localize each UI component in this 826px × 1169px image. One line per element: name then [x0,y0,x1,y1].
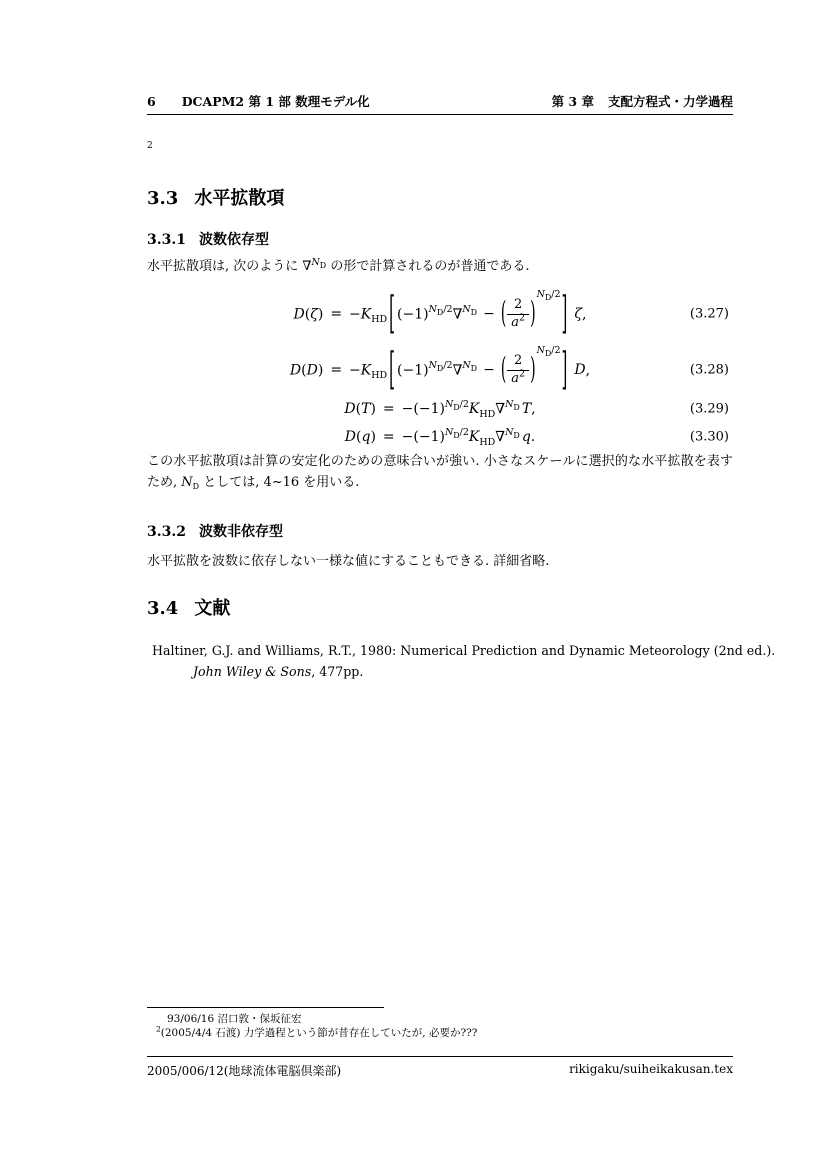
exponent: ND/2 [428,304,453,318]
paragraph-text: としては, 4~16 を用いる. [199,475,360,491]
nabla-symbol: ∇ [302,259,312,274]
equation-3-27 [147,286,733,342]
chapter-title: 支配方程式・力学過程 [607,94,733,109]
nabla-symbol: ∇ [495,401,506,417]
nabla-symbol: ∇ [452,362,463,378]
page-header [147,92,733,115]
left-paren: ( [500,296,507,332]
section-heading-3-3-2 [147,521,283,541]
script-D: D [293,306,305,322]
paragraph-intro [147,256,733,277]
footer-right: rikigaku/suiheikakusan.tex [569,1062,733,1076]
exponent: ND/2 [444,399,469,413]
section-number: 3.3.2 [147,524,186,540]
paragraph-text: この水平拡散項は計算の安定化のための意味合いが強い. 小さなスケールに選択的な水平拡散を表すため, [147,454,733,491]
paragraph-text: 水平拡散項は, 次のように [147,259,303,274]
exponent: ND [505,427,520,441]
equation-math: $D(T) = -(-1)^{N_D/2}K_{HD}\nabla^{N_D}$ T, [344,399,536,420]
equation-math: $D(q) = -(-1)^{N_D/2}K_{HD}\nabla^{N_D}$ q. [344,427,536,448]
page-number: 6 [147,94,156,109]
exponent: ND/2 [428,360,453,374]
exponent: ND/2 [536,345,561,359]
header-right [552,92,733,110]
paragraph-uniform [147,551,733,572]
reference-pages: , 477pp. [311,664,364,680]
equation-3-30 [147,426,733,448]
exponent: ND [505,399,520,413]
section-heading-3-3 [147,184,284,210]
right-bracket: ] [561,286,568,339]
footnote-marker-2: 2 [147,141,153,151]
fraction: $\frac{2}{a^2}$ [507,298,529,331]
right-bracket: ] [561,342,568,395]
equation-math: $D(\zeta) = -K_{HD}$ [ $(-1)^{N_D/2}\nabla^{N_D}$ − ( $\frac{2}{a^2}$ )$^{N_D/2}$] ζ, [293,286,587,339]
left-bracket: [ [389,342,396,395]
page-footer [147,1062,733,1079]
equation-number: (3.29) [689,401,729,417]
header-left [147,92,370,110]
paragraph-text: の形で計算されるのが普通である. [326,259,530,274]
equation-number: (3.27) [689,306,729,322]
fraction: $\frac{2}{a^2}$ [507,354,529,387]
section-title: 波数非依存型 [198,524,283,540]
section-heading-3-4 [147,594,230,620]
exponent: ND [462,360,478,374]
section-number: 3.4 [147,598,179,619]
chapter-label: 第 3 章 [551,94,594,109]
reference-entry [152,640,777,683]
right-paren: ) [530,296,536,332]
footnote-2 [156,1025,477,1040]
footnote-text: (2005/4/4 石渡) 力学過程という節が昔存在していたが, 必要か??? [160,1027,478,1039]
footnote-marker: 2 [156,1024,161,1034]
section-title: 水平拡散項 [194,188,285,209]
equation-3-28 [147,342,733,398]
exponent: ND/2 [536,289,561,303]
script-D: D [289,362,302,378]
footer-rule [147,1056,733,1057]
paragraph-stability: この水平拡散項は計算の安定化のための意味合いが強い. 小さなスケールに選択的な水平拡散を表すため, $N_D$ としては, 4~16 を用いる. [147,454,733,492]
section-number: 3.3.1 [147,232,186,248]
equation-number: (3.28) [689,362,729,378]
left-paren: ( [500,352,507,388]
left-bracket: [ [389,286,396,339]
reference-publisher: John Wiley & Sons [193,664,312,680]
footer-left: 2005/006/12(地球流体電脳倶楽部) [147,1064,342,1078]
paragraph-text: 水平拡散を波数に依存しない一様な値にすることもできる. 詳細省略. [147,554,550,569]
equation-math: $D(D) = -K_{HD}$ [ $(-1)^{N_D/2}\nabla^{N_D}$ − ( $\frac{2}{a^2}$ )$^{N_D/2}$] D, [289,342,591,395]
equation-number: (3.30) [689,429,729,445]
right-paren: ) [530,352,536,388]
section-number: 3.3 [147,188,179,209]
footnote-rule [147,1007,384,1008]
script-D: D [344,429,356,445]
nabla-symbol: ∇ [452,306,463,322]
reference-text: Haltiner, G.J. and Williams, R.T., 1980: Numerical Prediction and Dynamic Meteorology (2nd ed.). [152,643,776,658]
footnote-1 [167,1011,302,1026]
book-title: DCAPM2 第 1 部 数理モデル化 [181,94,370,109]
equation-3-29 [147,398,733,420]
nabla-symbol: ∇ [495,429,506,445]
section-title: 波数依存型 [198,232,269,248]
script-D: D [344,401,356,417]
footnote-text: 93/06/16 沼口敦・保坂征宏 [167,1013,302,1025]
exponent: ND [462,304,478,318]
exponent: ND [311,256,327,270]
section-title: 文献 [194,598,231,619]
section-heading-3-3-1 [147,229,269,249]
exponent: ND/2 [444,427,469,441]
variable-N: N [181,475,193,491]
